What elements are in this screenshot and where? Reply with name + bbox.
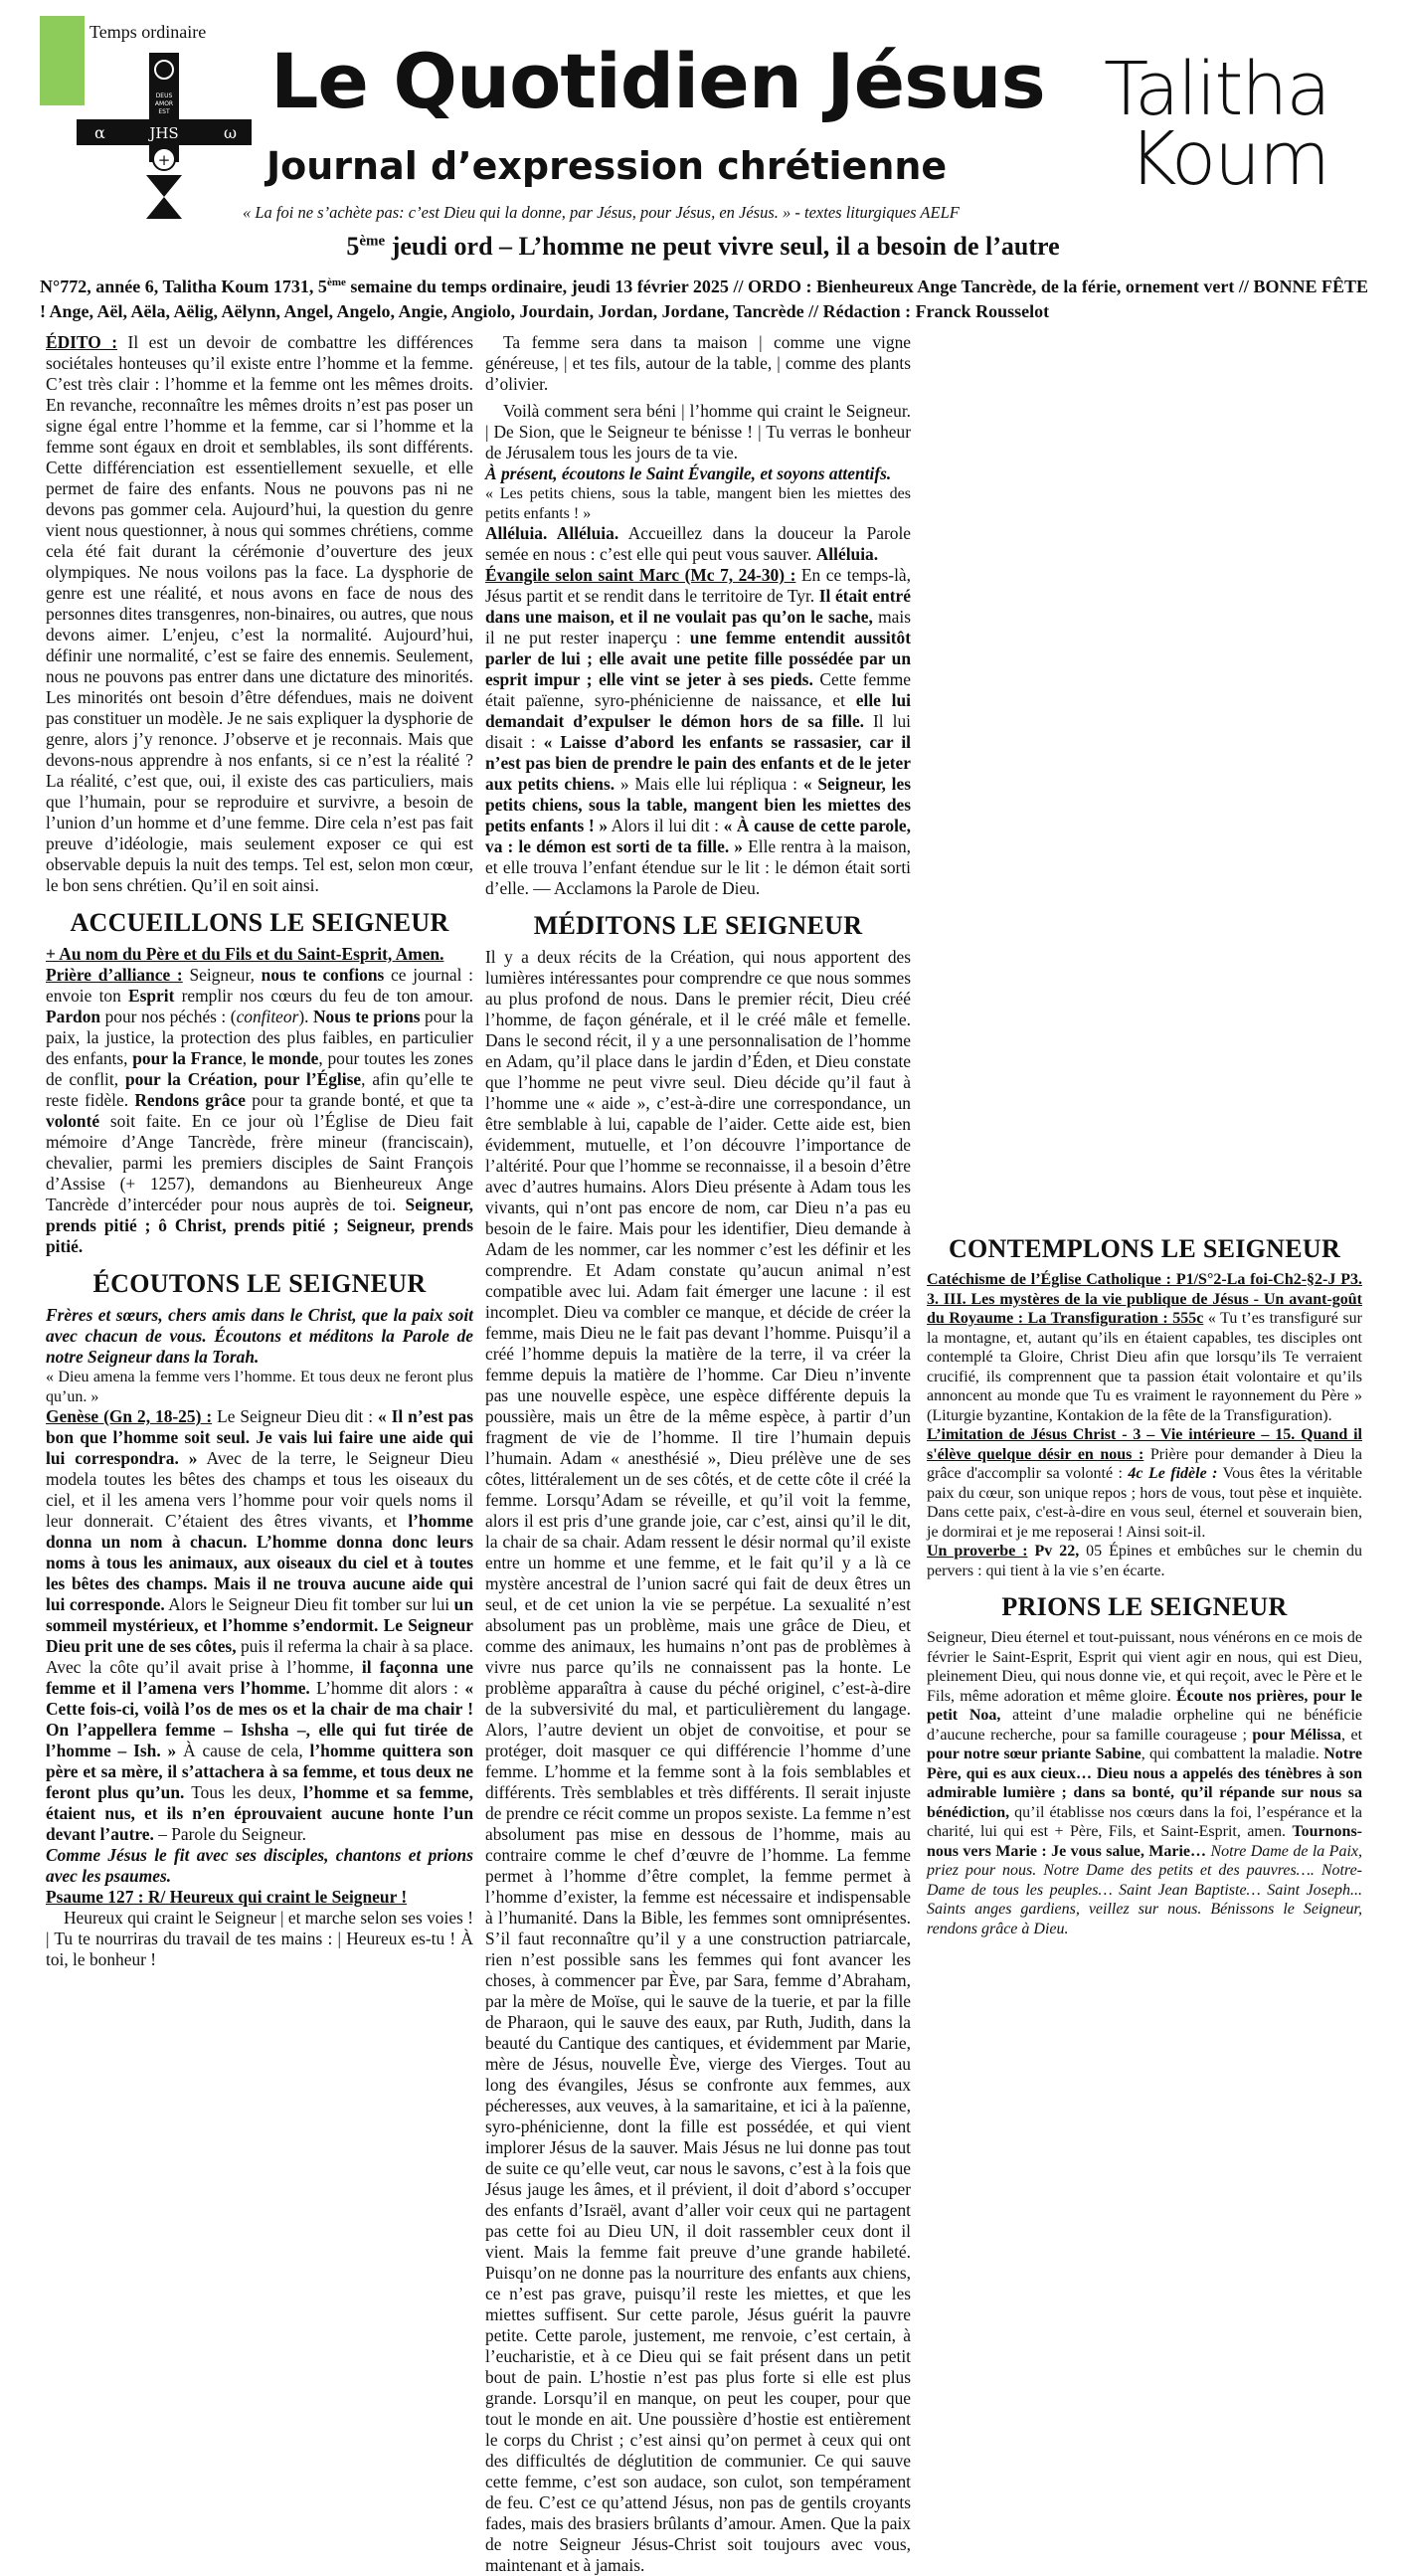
genesis-verse: « Dieu amena la femme vers l’homme. Et tous deux ne feront plus qu’un. » bbox=[46, 1369, 473, 1405]
section-heading-ecoutons: ÉCOUTONS LE SEIGNEUR bbox=[92, 1269, 427, 1298]
brand-line-2: Koum bbox=[1129, 116, 1329, 203]
headline: 5ème jeudi ord – L’homme ne peut vivre seul, il a besoin de l’autre bbox=[346, 232, 1060, 261]
imitation: L’imitation de Jésus Christ - 3 – Vie intérieure – 15. Quand il s'élève quelque désir en nous : Prière pour demander à Dieu la grâce d'accomplir sa volonté : 4c Le fidèle : Vous êtes la véritable paix du cœur, son unique repos ; hors de vous, tout pèse et inquiète. Dans cette paix, c'est-à-dire en vous seul, éternel et souverain bien, je dormirai et je me reposerai ! Ainsi soit-il. bbox=[927, 1426, 1363, 1541]
svg-text:ω: ω bbox=[224, 123, 238, 142]
sign-of-cross: + Au nom du Père et du Fils et du Saint-Esprit, Amen. bbox=[46, 944, 444, 964]
alleluia: Alléluia. Alléluia. Accueillez dans la douceur la Parole semée en nous : c’est elle qui peut vous sauver. Alléluia. bbox=[485, 523, 911, 564]
brand-line-1: Talitha bbox=[1104, 47, 1329, 132]
meditation-text: Il y a deux récits de la Création, qui nous apportent des lumières intéressantes pour comprendre ce que nous sommes au plus profond de nous. Dans le premier récit, Dieu créé l’homme, de façon générale, et il le créé mâle et femelle. Dans le second récit, il y a une personnalisation de l’homme en Adam, qu’il place dans le jardin d’Éden, et Dieu constate que l’homme ne peut vivre seul. Dieu décide qu’il faut à l’homme une « aide », c’est-à-dire une correspondance, un être semblable à lui, capable de l’aider. Cette aide est, bien évidemment, mutuelle, et l’on découvre l’importance de l’altérité. Pour que l’homme se reconnaisse, il a besoin d’être avec d’autres humains. Alors Dieu présente à Adam tous les vivants, qui n’ont pas encore de nom, car Dieu n’a pas eu besoin de le faire. Mais pour les identifier, Dieu demande à Adam de les nommer, car les nommer c’est les définir et les comprendre. Et Adam constate qu’aucun animal n’est compatible avec lui. Adam fait émerger une lacune : il est incomplet. Dieu va combler ce manque, et décide de créer la femme, mais Dieu ne le fait pas devant l’homme. Puisqu’il a créé l’homme depuis la matière de la terre, il va créer la femme depuis la matière de l’homme. Car Dieu n’invente pas une nouvelle espèce, une espèce différente depuis la poussière, mais un être de la même espèce, à partir d’un fragment de vie de l’homme. Il tire l’humain depuis l’humain. Adam « anesthésié », Dieu prélève une de ses côtes, littéralement un de ses côtés, et de cette côte il créé la femme. Lorsqu’Adam se réveille, et qu’il voit la femme, alors il est pris d’une grande joie, car c’est, ainsi qu’il le dit, la chair de sa chair. Adam ressent le désir normal qu’il existe entre un homme et une femme, et le fait qu’il y a là ce mystère ancestral de l’union sacré qui fait de deux êtres un seul, et de cet union la vie se perpétue. La sexualité n’est absolument pas un problème, mais une grâce de Dieu, et comme des animaux, les humains n’ont pas de problèmes à vivre nus parce qu’ils ne connaissent pas la honte. Le problème apparaîtra à cause du péché originel, c’est-à-dire de la subversivité du mal, et particulièrement du langage. Alors, l’autre devient un objet de convoitise, et pour se protéger, doit masquer ce qui différencie l’homme d’une femme. L’homme et la femme sont à la fois semblables et différents. Très semblables et très différents. Il serait injuste de prendre ce récit comme un propos sexiste. La femme n’est absolument pas mise en dessous de l’homme, mais au contraire comme le chef d’œuvre de l’homme. La femme permet à l’homme d’être complet, la femme permet à l’homme d’exister, la femme est nécessaire et indispensable à l’humanité. Dans la Bible, les femmes sont omniprésentes. S’il faut reconnaître qu’il y a une construction patriarcale, rien n’est possible sans les femmes qui font avancer les choses, à commencer par Ève, par Sara, femme d’Abraham, par la mère de Moïse, qui le sauve de la tuerie, et par la fille de Pharaon, qui le sauve des eaux, par Ruth, Judith, dans la beauté du Cantique des cantiques, et évidemment par Marie, mère de Jésus, nouvelle Ève, vierge des Vierges. Tout au long des évangiles, Jésus se confronte aux femmes, aux pécheresses, aux veuves, à la samaritaine, et ici à la païenne, syro-phénicienne, dont la fille est possédée, et qui vient implorer Jésus de la sauver. Mais Jésus ne lui donne pas tout de suite ce qu’elle veut, car nous le savons, c’est à la fois que Jésus jauge les âmes, et il prévient, il doit d’abord s’occuper des enfants d’Israël, avant d’aller voir ceux qui ne partagent pas cette foi au Dieu UN, il doit rassembler ceux dont il vient. Mais la femme fait preuve d’une grande habileté. Puisqu’on ne donne pas la nourriture des enfants aux chiens, ce n’est pas grave, puisqu’il reste les miettes, et que les miettes suffisent. Sur cette parole, Jésus guérit la pauvre petite. Cette parole, justement, me renvoie, c’est certain, à l’eucharistie, et à ce Dieu qui se fait présent dans un petit bout de pain. L’hostie n’est pas plus forte si elle est plus grande. Lorsqu’il en manque, on peut les couper, pour que tout le monde en ait. Une poussière d’hostie est entièrement le corps du Christ ; c’est ainsi qu’on permet à ceux qui ont des difficultés de déglutition de communier. Ce qui sauve cette femme, c’est son audace, son culot, son tempérament de feu. C’est ce qu’attend Jésus, non pas de gentils croyants fades, mais des brasiers brûlants d’amour. Amen. Que la paix de notre Seigneur Jésus-Christ soit toujours avec vous, maintenant et à jamais. bbox=[485, 947, 911, 2575]
prayer-alliance: Prière d’alliance : Seigneur, nous te confions ce journal : envoie ton Esprit remplir nos cœurs du feu de ton amour. Pardon pour nos péchés : (confiteor). Nous te prions pour la paix, la justice, la protection des plus faibles, en particulier des enfants, pour la France, le monde, pour toutes les zones de conflit, pour la Création, pour l’Église, afin qu’elle te reste fidèle. Rendons grâce pour ta grande bonté, et que ta volonté soit faite. En ce jour où l’Église de Dieu fait mémoire d’Ange Tancrède, frère mineur (franciscain), chevalier, parmi les premiers disciples de Saint François d’Assise (+ 1257), demandons au Bienheureux Ange Tancrède d’intercéder pour nous auprès de toi. Seigneur, prends pitié ; ô Christ, prends pitié ; Seigneur, prends pitié. bbox=[46, 965, 474, 1256]
svg-text:AMOR: AMOR bbox=[154, 100, 174, 107]
column-2 bbox=[485, 332, 912, 2575]
brand-logo bbox=[1104, 47, 1382, 203]
psalm-transition: Comme Jésus le fit avec ses disciples, chantons et prions avec les psaumes. bbox=[46, 1845, 473, 1886]
svg-text:DEUS: DEUS bbox=[155, 92, 173, 99]
cross-icon bbox=[75, 48, 254, 222]
svg-text:+: + bbox=[157, 151, 171, 169]
psalm-stanza-3: Voilà comment sera béni | l’homme qui craint le Seigneur. | De Sion, que le Seigneur te bénisse ! | Tu verras le bonheur de Jérusalem tous les jours de ta vie. bbox=[485, 401, 911, 462]
catechism: Catéchisme de l’Église Catholique : P1/S°2-La foi-Ch2-§2-J P3. 3. III. Les mystères de la vie publique de Jésus - Un avant-goût du Royaume : La Transfiguration : 555c « Tu t’es transfiguré sur la montagne, et, autant qu’ils en étaient capables, tes disciples ont contemplé ta Gloire, Christ Dieu afin que lorsqu’ils Te verraient crucifié, ils comprennent que ta passion était volontaire et qu’ils annoncent au monde que Tu es vraiment le rayonnement du Père » (Liturgie byzantine, Kontakion de la fête de la Transfiguration). bbox=[927, 1271, 1362, 1424]
svg-text:α: α bbox=[94, 123, 105, 142]
section-heading-meditons: MÉDITONS LE SEIGNEUR bbox=[533, 911, 863, 940]
psalm-stanza-1: Heureux qui craint le Seigneur | et marche selon ses voies ! | Tu te nourriras du travail de tes mains : | Heureux es-tu ! À toi, le bonheur ! bbox=[46, 1908, 473, 1969]
ecoutons-intro: Frères et sœurs, chers amis dans le Christ, que la paix soit avec chacun de vous. Écoutons et méditons la Parole de notre Seigneur dans la Torah. bbox=[46, 1305, 473, 1367]
gospel-verse: « Les petits chiens, sous la table, mangent bien les miettes des petits enfants ! » bbox=[485, 485, 911, 522]
season-label: Temps ordinaire bbox=[89, 22, 207, 42]
closing-prayer: Seigneur, Dieu éternel et tout-puissant, nous vénérons en ce mois de février le Saint-Esprit, Esprit qui vient agir en nous, qui est Dieu, pleinement Dieu, qui nous donne vie, et qui reçoit, avec le Père et le Fils, même adoration et même gloire. Écoute nos prières, pour le petit Noa, atteint d’une maladie orpheline qui ne bénéficie d’aucune recherche, pour sa famille courageuse ; pour Mélissa, et pour notre sœur priante Sabine, qui combattent la maladie. Notre Père, qui es aux cieux… Dieu nous a appelés des ténèbres à son admirable lumière ; dans sa bonté, qu’il répande sur nous sa bénédiction, qu’il établisse nos cœurs dans la foi, l’espérance et la charité, lui qui est + Père, Fils, et Saint-Esprit, amen. Tournons-nous vers Marie : Je vous salue, Marie… Notre Dame de la Paix, priez pour nous. Notre Dame des petits et des pauvres…. Notre-Dame de tous les peuples… Saint Jean Baptiste… Saint Joseph... Saints anges gardiens, veillez sur nous. Bénissons le Seigneur, rendons grâce à Dieu. bbox=[927, 1629, 1363, 1937]
column-1 bbox=[46, 332, 473, 1970]
masthead-subtitle: Journal d’expression chrétienne bbox=[266, 144, 948, 188]
cross-emblem bbox=[75, 48, 254, 222]
proverb: Un proverbe : Pv 22, 05 Épines et embûches sur le chemin du pervers : qui tient à la vie s’en écarte. bbox=[927, 1543, 1362, 1579]
section-heading-contemplons: CONTEMPLONS LE SEIGNEUR bbox=[948, 1234, 1341, 1263]
column-3 bbox=[927, 332, 1362, 1938]
meditation-continued bbox=[927, 332, 1362, 1222]
masthead-title: Le Quotidien Jésus bbox=[270, 37, 1045, 125]
gospel-reading: Évangile selon saint Marc (Mc 7, 24-30) : En ce temps-là, Jésus partit et se rendit dans le territoire de Tyr. Il était entré dans une maison, et il ne voulait pas qu’on le sache, mais il ne put rester inaperçu : une femme entendit aussitôt parler de lui ; elle avait une petite fille possédée par un esprit impur ; elle vint se jeter à ses pieds. Cette femme était païenne, syro-phénicienne de naissance, et elle lui demandait d’expulser le démon hors de sa fille. Il lui disait : « Laisse d’abord les enfants se rassasier, car il n’est pas bien de prendre le pain des enfants et de le jeter aux petits chiens. » Mais elle lui répliqua : « Seigneur, les petits chiens, sous la table, mangent bien les miettes des petits enfants ! » Alors il lui dit : « À cause de cette parole, va : le démon est sorti de ta fille. » Elle rentra à la maison, et elle trouva l’enfant étendue sur le lit : le démon était sorti d’elle. — Acclamons la Parole de Dieu. bbox=[485, 565, 912, 898]
genesis-reading: Genèse (Gn 2, 18-25) : Le Seigneur Dieu dit : « Il n’est pas bon que l’homme soit seul. Je vais lui faire une aide qui lui correspondra. » Avec de la terre, le Seigneur Dieu modela toutes les bêtes des champs et tous les oiseaux du ciel, et il les amena vers l’homme pour voir quels noms il leur donnerait. C’étaient des êtres vivants, et l’homme donna un nom à chacun. L’homme donna donc leurs noms à tous les animaux, aux oiseaux du ciel et à toutes les bêtes des champs. Mais il ne trouva aucune aide qui lui corresponde. Alors le Seigneur Dieu fit tomber sur lui un sommeil mystérieux, et l’homme s’endormit. Le Seigneur Dieu prit une de ses côtes, puis il referma la chair à sa place. Avec la côte qu’il avait prise à l’homme, il façonna une femme et il l’amena vers l’homme. L’homme dit alors : « Cette fois-ci, voilà l’os de mes os et la chair de ma chair ! On l’appellera femme – Ishsha –, elle qui fut tirée de l’homme – Ish. » À cause de cela, l’homme quittera son père et sa mère, il s’attachera à sa femme, et tous deux ne feront plus qu’un. Tous les deux, l’homme et sa femme, étaient nus, et ils n’en éprouvaient aucune honte l’un devant l’autre. – Parole du Seigneur. bbox=[46, 1406, 474, 1844]
svg-text:JHS: JHS bbox=[149, 124, 179, 142]
svg-text:EST: EST bbox=[158, 108, 170, 115]
section-heading-accueillons: ACCUEILLONS LE SEIGNEUR bbox=[70, 908, 449, 937]
gospel-intro: À présent, écoutons le Saint Évangile, et soyons attentifs. bbox=[485, 463, 892, 483]
issue-meta: N°772, année 6, Talitha Koum 1731, 5ème semaine du temps ordinaire, jeudi 13 février 2025 // ORDO : Bienheureux Ange Tancrède, de la férie, ornement vert // BONNE FÊTE ! Ange, Aël, Aëla, Aëlig, Aëlynn, Angel, Angelo, Angie, Angiolo, Jourdain, Jordan, Jordane, Tancrède // Rédaction : Franck Rousselot bbox=[40, 276, 1368, 321]
psalm-title: Psaume 127 : R/ Heureux qui craint le Seigneur ! bbox=[46, 1887, 408, 1907]
masthead-quote: « La foi ne s’achète pas: c’est Dieu qui la donne, par Jésus, pour Jésus, en Jésus. » - textes liturgiques AELF bbox=[243, 203, 960, 222]
psalm-stanza-2: Ta femme sera dans ta maison | comme une vigne généreuse, | et tes fils, autour de la table, | comme des plants d’olivier. bbox=[485, 332, 911, 394]
section-heading-prions: PRIONS LE SEIGNEUR bbox=[1001, 1592, 1288, 1621]
edito: ÉDITO : Il est un devoir de combattre les différences sociétales honteuses qu’il existe entre l’homme et la femme. C’est très clair : l’homme et la femme ont les mêmes droits. En revanche, reconnaître les mêmes droits n’est pas poser un signe égal entre l’homme et la femme, car si l’homme et la femme sont égaux en droit et semblables, ils sont différents. Cette différenciation est essentiellement sexuelle, et elle permet de faire des enfants. Nous ne pouvons pas ni ne devons pas gommer cela. Aujourd’hui, la question du genre vient nous questionner, à nous qui sommes chrétiens, comme cela été fait durant la cérémonie d’ouverture des jeux olympiques. Ne nous voilons pas la face. La dysphorie de genre est une réalité, et nous avons en face de nous des personnes dites transgenres, non-binaires, ou autres, que nous devons aimer. L’enjeu, c’est la normalité. Aujourd’hui, définir une normalité, c’est se faire des ennemis. Seulement, nous ne pouvons pas entrer dans une dictature des minorités. Les minorités ont besoin d’être défendues, mais ne doivent pas constituer un modèle. Je ne sais expliquer la dysphorie de genre, alors j’y renonce. J’observe et je reconnais. Mais que devons-nous apprendre à nos enfants, si ce n’est la réalité ? La réalité, c’est que, oui, il existe des cas particuliers, mais que l’humain, pour se reproduire et survivre, a besoin de l’union d’un homme et d’une femme. Dire cela n’est pas fait preuve d’idéologie, mais seulement exposer ce qui est observable depuis la nuit des temps. Tel est, selon mon cœur, le bon sens chrétien. Qu’il en soit ainsi. bbox=[46, 332, 473, 895]
